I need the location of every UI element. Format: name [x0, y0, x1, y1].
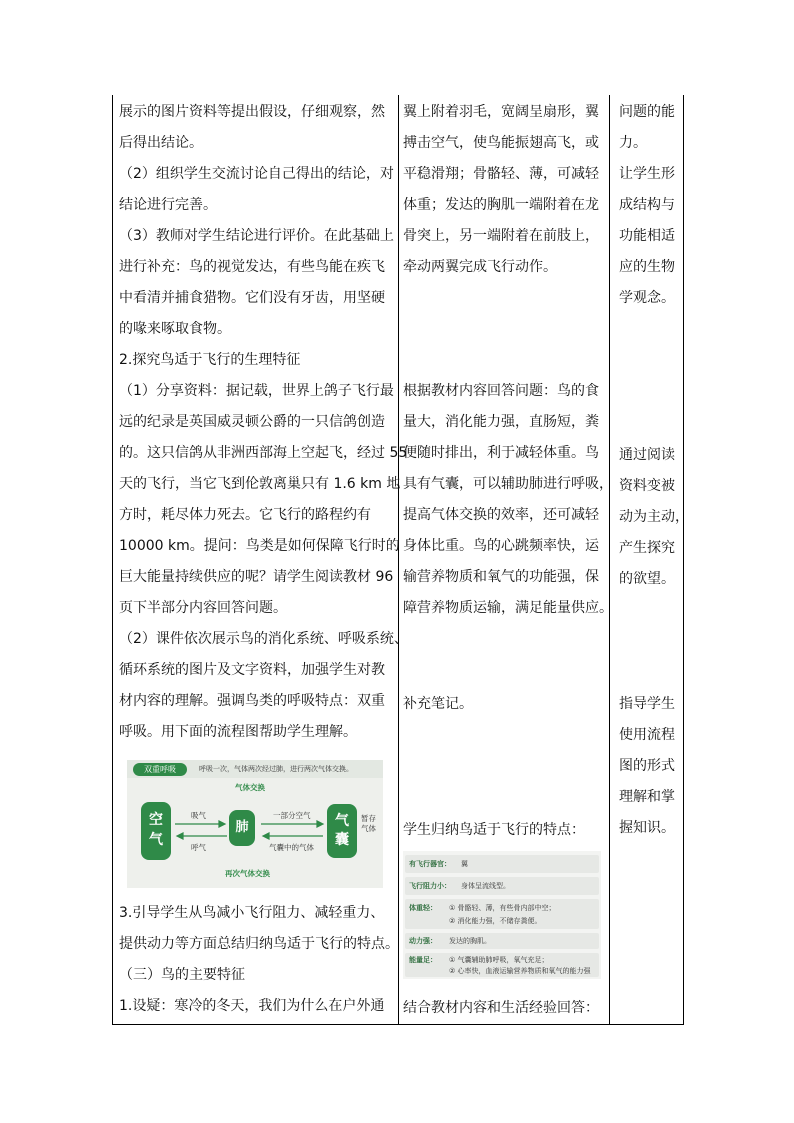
exhale-label: 呼气: [191, 843, 206, 852]
feature-value: ② 消化能力强，不储存粪便。: [449, 917, 542, 925]
text-line: 力。: [619, 135, 647, 151]
double-breathing-diagram: [127, 760, 383, 888]
text-line: 10000 km。提问：鸟类是如何保障飞行时的: [119, 538, 400, 554]
feature-value: 发达的胸肌。: [449, 937, 491, 945]
feature-value: ① 气囊辅助肺呼吸，氧气充足；: [449, 956, 549, 964]
text-line: 输营养物质和氧气的功能强，保: [403, 569, 599, 585]
text-line: 成结构与: [619, 197, 675, 213]
text-line: 产生探究: [619, 540, 675, 556]
feature-key: 体重轻：: [409, 904, 437, 912]
diagram-tag: 双重呼吸: [133, 763, 187, 776]
inhale-label: 吸气: [191, 811, 206, 820]
text-line: （1）分享资料：据记载，世界上鸽子飞行最: [119, 383, 394, 399]
text-line: 使用流程: [619, 727, 675, 743]
text-line: 学观念。: [619, 290, 675, 306]
text-line: 身体比重。鸟的心跳频率快，运: [403, 538, 599, 554]
feature-value: ① 骨骼轻、薄，有些骨内部中空；: [449, 904, 556, 912]
text-line: 的。这只信鸽从非洲西部海上空起飞，经过 55: [119, 445, 408, 461]
text-line: 动为主动，: [619, 509, 689, 525]
temporary-storage-label: 暂存 气体: [361, 814, 376, 833]
column-divider: [609, 95, 610, 1024]
feature-value: ② 心率快，血液运输营养物质和氧气的能力强: [449, 967, 591, 975]
air-box: 空 气: [141, 802, 171, 860]
text-line: 体重；发达的胸肌一端附着在龙: [403, 197, 599, 213]
text-line: 资料变被: [619, 478, 675, 494]
text-line: 的喙来啄取食物。: [119, 321, 231, 337]
text-line: 页下半部分内容回答问题。: [119, 600, 287, 616]
flight-features-diagram: [403, 851, 601, 979]
feature-value: 身体呈流线型。: [461, 882, 510, 890]
text-line: 通过阅读: [619, 447, 675, 463]
text-line: 2.探究鸟适于飞行的生理特征: [119, 352, 301, 368]
text-line: 指导学生: [619, 696, 675, 712]
feature-key: 有飞行器官：: [409, 860, 451, 868]
text-line: 呼吸。用下面的流程图帮助学生理解。: [119, 724, 357, 740]
text-line: 平稳滑翔；骨骼轻、薄，可减轻: [403, 166, 599, 182]
sac-gas-label: 气囊中的气体: [269, 843, 314, 852]
text-line: 3.引导学生从鸟减小飞行阻力、减轻重力、: [119, 905, 385, 921]
text-line: 障营养物质运输，满足能量供应。: [403, 600, 613, 616]
text-line: 应的生物: [619, 259, 675, 275]
text-line: 图的形式: [619, 758, 675, 774]
gas-exchange-label: 气体交换: [235, 783, 265, 792]
text-line: 搏击空气，使鸟能振翅高飞，或: [403, 135, 599, 151]
diagram-arrows: [127, 760, 383, 888]
text-line: （2）课件依次展示鸟的消化系统、呼吸系统、: [119, 631, 408, 647]
feature-value: 翼: [461, 860, 468, 868]
diagram-description: 呼吸一次，气体两次经过肺，进行两次气体交换。: [199, 765, 353, 773]
text-line: 循环系统的图片及文字资料，加强学生对教: [119, 662, 385, 678]
text-line: 远的纪录是英国威灵顿公爵的一只信鸽创造: [119, 414, 385, 430]
text-line: 提高气体交换的效率，还可减轻: [403, 507, 599, 523]
feature-key: 飞行阻力小：: [409, 882, 451, 890]
text-line: （3）教师对学生结论进行评价。在此基础上: [119, 228, 394, 244]
lesson-table: [112, 95, 689, 1025]
feature-key: 动力强：: [409, 937, 437, 945]
text-line: 骨突上，另一端附着在前肢上，: [403, 228, 599, 244]
text-line: 中看清并捕食猎物。它们没有牙齿，用坚硬: [119, 290, 385, 306]
summary-prompt: 学生归纳鸟适于飞行的特点：: [403, 822, 585, 838]
lung-box: 肺: [229, 810, 255, 846]
text-line: 材内容的理解。强调鸟类的呼吸特点：双重: [119, 693, 385, 709]
text-line: 让学生形: [619, 166, 675, 182]
text-line: 牵动两翼完成飞行动作。: [403, 259, 557, 275]
text-line: 的欲望。: [619, 571, 675, 587]
part-air-label: 一部分空气: [273, 811, 311, 820]
text-line: 1.设疑：寒冷的冬天，我们为什么在户外通: [119, 998, 385, 1014]
text-line: 进行补充：鸟的视觉发达，有些鸟能在疾飞: [119, 259, 385, 275]
text-line: 展示的图片资料等提出假设，仔细观察，然: [119, 104, 385, 120]
text-line: 天的飞行，当它飞到伦敦离巢只有 1.6 km 地: [119, 476, 401, 492]
second-exchange-label: 再次气体交换: [225, 869, 270, 878]
text-line: 功能相适: [619, 228, 675, 244]
text-line: （三）鸟的主要特征: [119, 967, 245, 983]
text-line: 巨大能量持续供应的呢？请学生阅读教材 96: [119, 569, 394, 585]
text-line: 后得出结论。: [119, 135, 203, 151]
text-line: （2）组织学生交流讨论自己得出的结论，对: [119, 166, 394, 182]
text-line: 握知识。: [619, 820, 675, 836]
text-line: 量大，消化能力强，直肠短，粪: [403, 414, 599, 430]
text-line: 便随时排出，利于减轻体重。鸟: [403, 445, 599, 461]
text-line: 具有气囊，可以辅助肺进行呼吸，: [403, 476, 613, 492]
text-line: 方时，耗尽体力死去。它飞行的路程约有: [119, 507, 371, 523]
text-line: 理解和掌: [619, 789, 675, 805]
text-line: 提供动力等方面总结归纳鸟适于飞行的特点。: [119, 936, 399, 952]
air-sac-box: 气 囊: [327, 804, 357, 858]
text-line: 翼上附着羽毛，宽阔呈扇形，翼: [403, 104, 599, 120]
text-line: 根据教材内容回答问题：鸟的食: [403, 383, 599, 399]
answer-prompt: 结合教材内容和生活经验回答：: [403, 1000, 599, 1016]
supplement-notes: 补充笔记。: [403, 696, 473, 712]
feature-key: 能量足：: [409, 956, 437, 964]
text-line: 结论进行完善。: [119, 197, 217, 213]
text-line: 问题的能: [619, 104, 675, 120]
